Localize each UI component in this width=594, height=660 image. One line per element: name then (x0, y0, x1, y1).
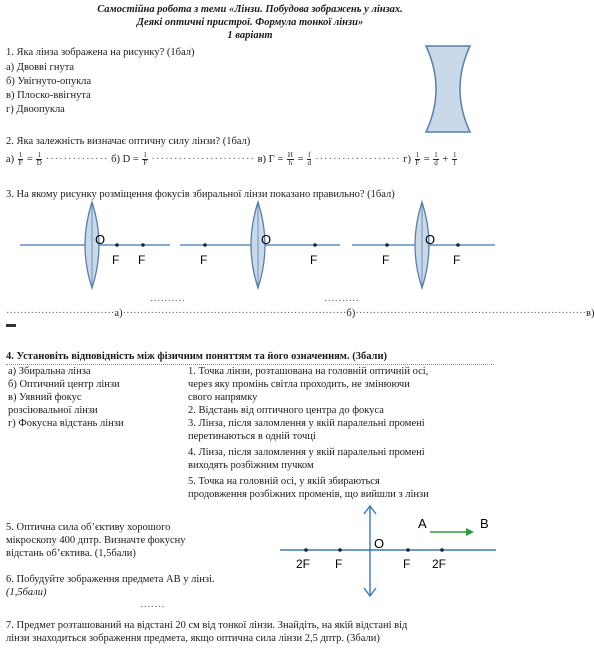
q3c-f1-label: F (382, 253, 390, 267)
q6-label-f-left: F (335, 557, 343, 571)
q3b-f1-label: F (200, 253, 208, 267)
q4-right-5a: 5. Точка на головній осі, у якій збираються (188, 476, 380, 487)
q6-label-b: B (480, 516, 489, 531)
header-line2: Деякі оптичні пристрої. Формула тонкої лінзи» (136, 17, 364, 28)
q4-right-1a: 1. Точка лінзи, розташована на головній оптичній осі, (188, 366, 429, 377)
q4-left-c2: розсіювальної лінзи (8, 405, 98, 416)
q1-text: 1. Яка лінза зображена на рисунку? (1бал) (6, 47, 195, 58)
q1-option-b: б) Увігнуто-опукла (6, 76, 92, 87)
q3-answer-a: а) (114, 308, 123, 319)
q2-text: 2. Яка залежність визначає оптичну силу лінзи? (1бал) (6, 136, 251, 147)
q4-right-1b: через яку промінь світла проходить, не змінюючи (188, 379, 410, 390)
q4-right-4a: 4. Лінза, після заломлення у якій паралельні промені (188, 447, 425, 458)
q7-line1: 7. Предмет розташований на відстані 20 см від тонкої лінзи. Знайдіть, на якій відстані від (6, 620, 408, 631)
arrow-right-icon (466, 528, 474, 536)
q4-right-3a: 3. Лінза, після заломлення у якій паралельні промені (188, 418, 425, 429)
q2-options: а) $\frac{1}{F}$ = $\frac{1}{D}$ ·············· б) D = $\frac{1}{F}$ ······················· в) Г = $\frac{H}{h}$ = $\frac{f}{d}$ ··················· г) $\frac{1}{F}$ = $\frac{1}{d}$ + $\frac{1}{f}$ (6, 151, 457, 167)
q6-label-2f-left: 2F (296, 557, 311, 571)
q3c-o-label: O (425, 232, 436, 247)
q6-line2: (1,5бали) (6, 587, 47, 598)
q4-right-5b: продовження розбіжних променів, що вийшли з лінзи (188, 489, 429, 500)
q2-a-rhs: $\frac{1}{D}$ (36, 151, 42, 167)
q3-diagram-b (180, 202, 340, 288)
q1-option-c: в) Плоско-ввігнута (6, 90, 91, 101)
q6-label-o: O (374, 536, 385, 551)
q5-line2: мікроскопу 400 дптр. Визначте фокусну (6, 535, 186, 546)
q2-a-prefix: а) (6, 153, 15, 165)
q3-answer-b: б) (346, 308, 356, 319)
q1-option-a: а) Двовві гнута (6, 62, 75, 73)
q2-c-prefix: в) Г = (257, 153, 284, 165)
q3-lens-diagrams (0, 200, 500, 320)
q3b-o-label: O (261, 232, 272, 247)
q2-a-lhs: $\frac{1}{F}$ (18, 151, 23, 167)
q2-b-frac: $\frac{1}{F}$ (143, 151, 148, 167)
q3a-f2-label: F (138, 253, 146, 267)
q4-right-2: 2. Відстань від оптичного центра до фокуса (188, 405, 384, 416)
header-line1: Самостійна робота з теми «Лінзи. Побудова зображень у лінзах. (97, 4, 403, 15)
q2-d-prefix: г) (403, 153, 411, 165)
q3c-f2-label: F (453, 253, 461, 267)
q5-line1: 5. Оптична сила об’єктиву хорошого (6, 522, 171, 533)
header-line3: 1 варіант (227, 30, 273, 41)
q5-line3: відстань об’єктива. (1,5бали) (6, 548, 136, 559)
q6-lens-diagram (278, 502, 500, 600)
q6-label-2f-right: 2F (432, 557, 447, 571)
concave-lens-icon (426, 46, 470, 132)
q3-diagram-c (352, 202, 495, 288)
q3-answer-row: ·······························а)································································б)··································································в) (6, 308, 594, 319)
q2-b-prefix: б) D = (111, 153, 139, 165)
q4-left-c: в) Уявний фокус (8, 392, 82, 403)
q3b-f2-label: F (310, 253, 318, 267)
q4-text: 4. Установіть відповідність між фізичним поняттям та його означенням. (3бали) (6, 351, 387, 362)
q1-concave-lens-figure (420, 44, 476, 134)
q4-right-3b: перетинаються в одній точці (188, 431, 316, 442)
q4-left-a: а) Збиральна лінза (8, 366, 91, 377)
q1-option-d: г) Двоопукла (6, 104, 65, 115)
q4-left-d: г) Фокусна відстань лінзи (8, 418, 124, 429)
q4-left-b: б) Оптичний центр лінзи (8, 379, 120, 390)
q3-diagram-a (20, 202, 170, 288)
q3-text: 3. На якому рисунку розміщення фокусів збиральної лінзи показано правильно? (1бал) (6, 189, 395, 200)
q4-right-1c: свого напрямку (188, 392, 258, 403)
section-mark (6, 324, 16, 327)
q6-label-a: A (418, 516, 427, 531)
q3a-f1-label: F (112, 253, 120, 267)
q3-answer-c: в) (585, 308, 594, 319)
q7-line2: лінзи знаходиться зображення предмета, якщо оптична сила лінзи 2,5 дптр. (3бали) (6, 633, 380, 644)
q6-label-f-right: F (403, 557, 411, 571)
q6-line1: 6. Побудуйте зображення предмета AB у лінзі. (6, 574, 215, 585)
q3a-o-label: O (95, 232, 106, 247)
q4-right-4b: виходять розбіжним пучком (188, 460, 314, 471)
